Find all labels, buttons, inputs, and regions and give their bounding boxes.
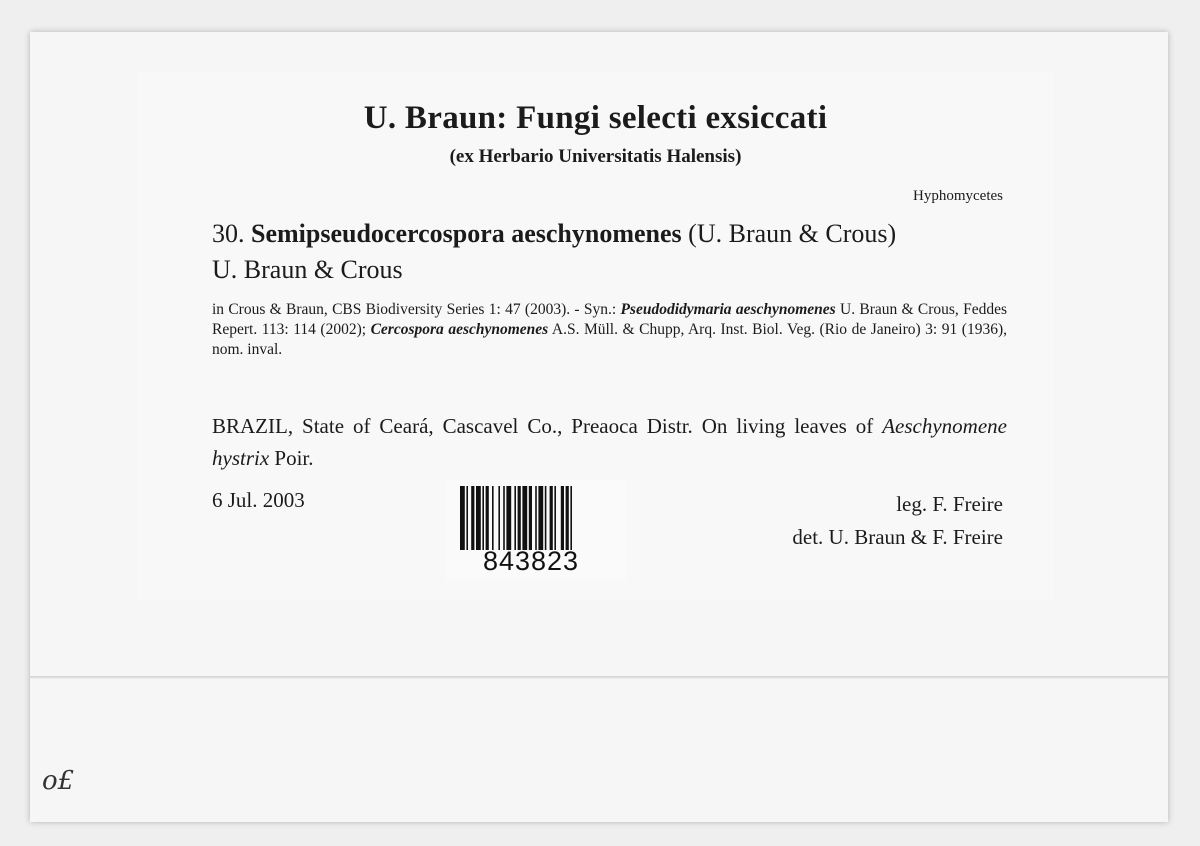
collection-date: 6 Jul. 2003 [212, 488, 305, 512]
collector: leg. F. Freire [896, 492, 1003, 516]
barcode-bar [570, 486, 572, 550]
barcode-bar [561, 486, 564, 550]
barcode-bar [492, 486, 494, 550]
determiner: det. U. Braun & F. Freire [792, 525, 1003, 549]
barcode-bar [554, 486, 556, 550]
locality-text: BRAZIL, State of Ceará, Cascavel Co., Preaoca Distr. On living leaves of [212, 414, 883, 438]
barcode-number: 843823 [482, 546, 580, 576]
barcode-bar [506, 486, 511, 550]
host-author: Poir. [269, 446, 314, 470]
species-heading [212, 216, 1012, 288]
barcode-bar [566, 486, 569, 550]
exsiccata-label [138, 72, 1053, 600]
species-authority: (U. Braun & Crous) [688, 219, 897, 248]
barcode-bar [522, 486, 527, 550]
synonym-1: Pseudodidymaria aeschynomenes [620, 301, 836, 318]
citation-text: in Crous & Braun, CBS Biodiversity Series 1: 47 (2003). - Syn.: [212, 301, 621, 318]
barcode-bar [529, 486, 532, 550]
species-name: Semipseudocercospora aeschynomenes [251, 219, 682, 248]
barcode-bar [503, 486, 505, 550]
synonym-2: Cercospora aeschynomenes [370, 321, 549, 338]
locality [212, 410, 1007, 474]
barcode-bar [538, 486, 543, 550]
collectors [792, 488, 1003, 554]
host-name: Aeschynomene hystrix [212, 414, 1007, 470]
barcode-bar [471, 486, 474, 550]
barcode-bar [460, 486, 465, 550]
citation [212, 300, 1007, 360]
barcode-bar [518, 486, 521, 550]
citation-text: U. Braun & Crous, Feddes Repert. 113: 114 (2002); [212, 301, 1008, 338]
barcode-bar [550, 486, 553, 550]
handwritten-note: o£ [42, 766, 75, 796]
species-authority-combination: U. Braun & Crous [212, 255, 403, 284]
exsiccata-number: 30. [212, 219, 245, 248]
label-title: U. Braun: Fungi selecti exsiccati [363, 100, 828, 136]
label-subtitle: (ex Herbario Universitatis Halensis) [449, 146, 742, 167]
barcode-bar [466, 486, 468, 550]
taxon-group: Hyphomycetes [913, 188, 1003, 204]
barcode-bars [460, 486, 602, 550]
barcode-bar [486, 486, 489, 550]
barcode-bar [482, 486, 484, 550]
barcode-sticker [446, 480, 626, 580]
barcode-bar [514, 486, 516, 550]
barcode-bar [545, 486, 547, 550]
packet-fold [30, 676, 1168, 679]
barcode-bar [476, 486, 481, 550]
citation-text: A.S. Müll. & Chupp, Arq. Inst. Biol. Veg. (Rio de Janeiro) 3: 91 (1936), nom. inval. [212, 321, 1007, 358]
barcode-bar [535, 486, 537, 550]
barcode-bar [498, 486, 500, 550]
